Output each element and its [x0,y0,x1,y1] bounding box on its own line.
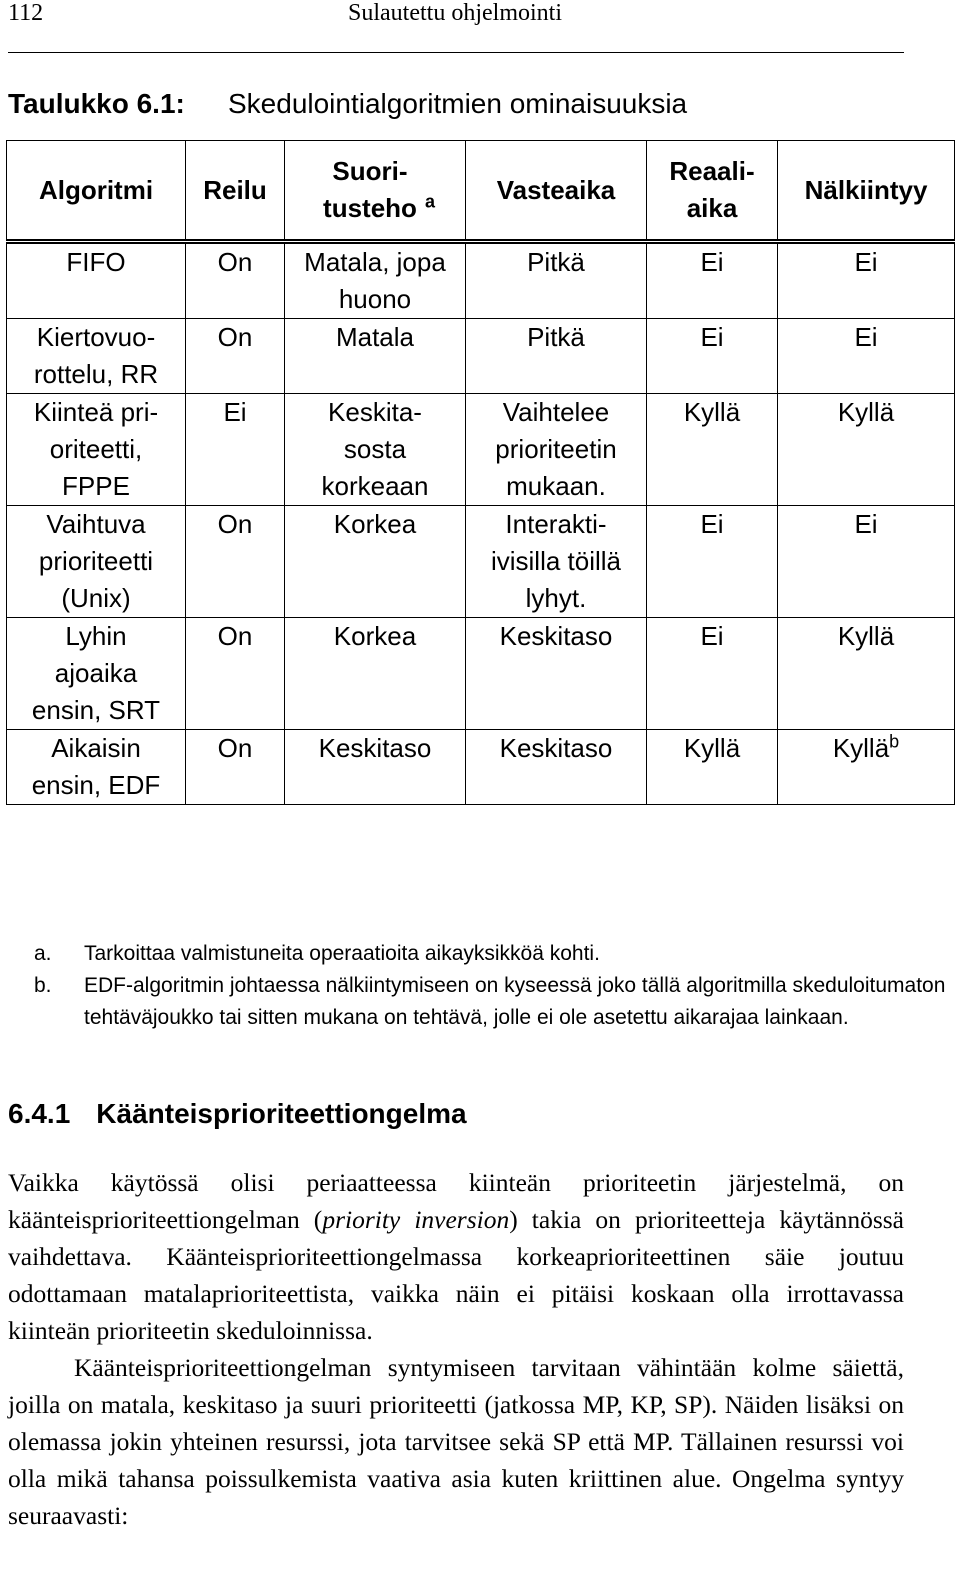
cell-fair: On [186,319,285,394]
footnote-mark: b. [34,974,52,997]
cell-starvation: Kyllä [778,618,955,730]
footnote-mark: a. [34,942,52,965]
header-fair: Reilu [186,141,285,242]
paragraph: Käänteisprioriteettiongelman syntymiseen tarvitaan vähintään kolme säiettä, joilla on matala, keskitaso ja suuri prioriteetti (jatkossa MP, KP, SP). Näiden lisäksi on olemassa jokin yhteinen resurssi, jota tarvitsee sekä SP että MP. Tällainen resurssi voi olla mikä tahansa poissulkemista vaativa asia kuten kriittinen alue. Ongelma syntyy seuraavasti: [8,1353,904,1530]
cell-starvation: Ei [778,242,955,319]
footnote-text: EDF-algoritmin johtaessa nälkiintymiseen on kyseessä joko tällä algoritmilla skeduloitumaton tehtäväjoukko tai sitten mukana on tehtävä, jolle ei ole asetettu aikarajaa lainkaan. [84,974,946,1029]
cell-performance: Korkea [285,618,466,730]
page-header [8,0,904,53]
cell-realtime: Kyllä [647,394,778,506]
body-text [8,1164,904,1534]
table-header-row [7,141,955,242]
table-caption-text: Skedulointialgoritmien ominaisuuksia [228,88,688,119]
running-title: Sulautettu ohjelmointi [348,0,562,26]
header-realtime: Reaali-aika [647,141,778,242]
table-row [7,506,955,618]
cell-performance: Matala, jopa huono [285,242,466,319]
cell-performance: Keskita-sosta korkeaan [285,394,466,506]
cell-response-time: Pitkä [466,319,647,394]
cell-response-time: Keskitaso [466,618,647,730]
cell-response-time: Interakti-ivisilla töillä lyhyt. [466,506,647,618]
cell-algorithm: Aikaisin ensin, EDF [7,730,186,805]
cell-starvation: Kyllä$^b$ [778,730,955,805]
footnote-text: Tarkoittaa valmistuneita operaatioita aikayksikköä kohti. [84,942,600,965]
table-row [7,394,955,506]
cell-algorithm: Vaihtuva prioriteetti (Unix) [7,506,186,618]
header-algorithm: Algoritmi [7,141,186,242]
cell-fair: Ei [186,394,285,506]
scheduling-algorithms-table [6,140,955,805]
cell-starvation: Kyllä [778,394,955,506]
paragraph: Vaikka käytössä olisi periaatteessa kiinteän prioriteetin järjestelmä, on käänteisprioriteettiongelman (priority inversion) takia on prioriteetteja käytännössä vaihdettava. Käänteisprioriteettiongelmassa korkeaprioriteettinen säie joutuu odottamaan matalaprioriteettista, vaikka näin ei pitäisi koskaan olla irrottavassa kiinteän prioriteetin skeduloinnissa. [8,1168,904,1345]
cell-realtime: Ei [647,242,778,319]
table-caption-label: Taulukko 6.1: [8,88,185,119]
cell-fair: On [186,506,285,618]
page-number: 112 [8,0,44,26]
cell-realtime: Ei [647,618,778,730]
cell-algorithm: Lyhin ajoaika ensin, SRT [7,618,186,730]
cell-response-time: Pitkä [466,242,647,319]
cell-response-time: Keskitaso [466,730,647,805]
cell-fair: On [186,242,285,319]
italic-term: priority inversion [322,1205,510,1234]
header-response-time: Vasteaika [466,141,647,242]
cell-performance: Keskitaso [285,730,466,805]
footnote-mark-a: a [424,191,435,212]
footnote-b [34,970,954,1034]
table-row [7,730,955,805]
cell-algorithm: Kiertovuo-rottelu, RR [7,319,186,394]
cell-starvation: Ei [778,319,955,394]
cell-response-time: Vaihtelee prioriteetin mukaan. [466,394,647,506]
cell-starvation: Ei [778,506,955,618]
header-starvation: Nälkiintyy [778,141,955,242]
table-caption [8,86,688,122]
table-row [7,618,955,730]
cell-performance: Korkea [285,506,466,618]
cell-realtime: Ei [647,319,778,394]
footnote-mark-b: b [889,731,900,752]
section-number: 6.4.1 [8,1098,71,1129]
section-heading [8,1096,467,1132]
table-footnotes [34,938,954,1034]
cell-algorithm: Kiinteä pri-oriteetti, FPPE [7,394,186,506]
table-row [7,319,955,394]
cell-fair: On [186,730,285,805]
section-title: Käänteisprioriteettiongelma [96,1098,467,1129]
table-row [7,242,955,319]
cell-realtime: Kyllä [647,730,778,805]
cell-fair: On [186,618,285,730]
cell-realtime: Ei [647,506,778,618]
footnote-a [34,938,954,970]
header-performance: Suori-tusteho $^a$ [285,141,466,242]
cell-algorithm: FIFO [7,242,186,319]
cell-performance: Matala [285,319,466,394]
